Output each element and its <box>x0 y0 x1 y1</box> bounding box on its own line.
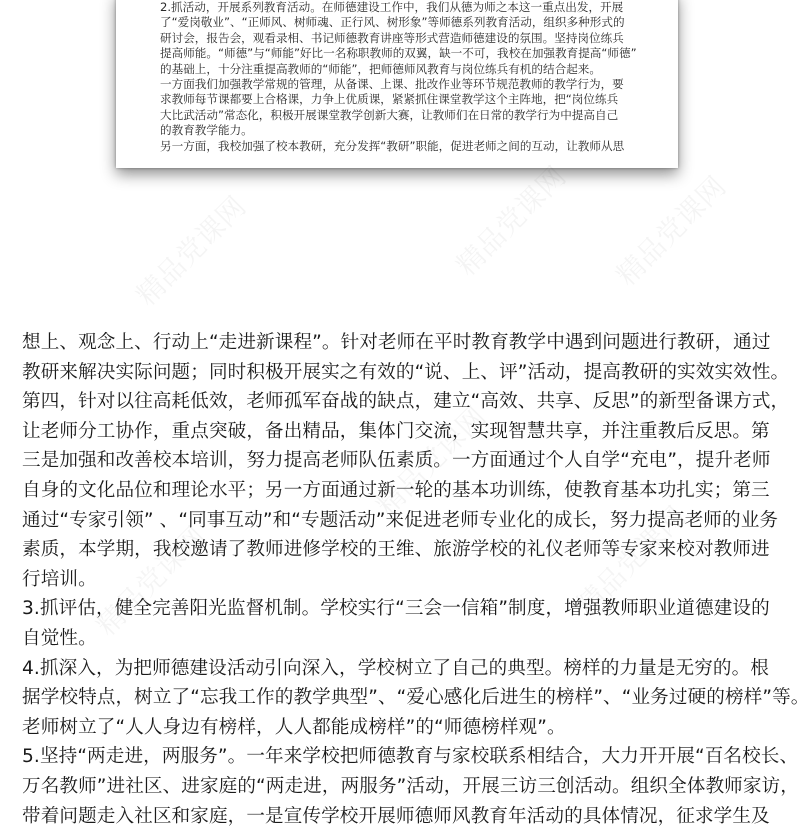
body-line: 老师树立了“人人身边有榜样，人人都能成榜样”的“师德榜样观”。 <box>22 713 782 743</box>
body-line: 行培训。 <box>22 565 782 595</box>
preview-line: 大比武活动”常态化，积极开展课堂教学创新大赛，让教师们在日常的教学行为中提高自己 <box>160 108 656 123</box>
preview-line: 的基础上，十分注重提高教师的“师能”，把师德师风教育与岗位练兵有机的结合起来。 <box>160 62 656 77</box>
preview-line: 研讨会，报告会，观看录相、书记师德教育讲座等形式营造师德建设的氛围。坚持岗位练兵 <box>160 31 656 46</box>
preview-line: 一方面我们加强教学常规的管理，从备课、上课、批改作业等环节规范教师的教学行为，要 <box>160 77 656 92</box>
body-line: 三是加强和改善校本培训，努力提高老师队伍素质。一方面通过个人自学“充电”，提升老师 <box>22 446 782 476</box>
body-line: 5.坚持“两走进，两服务”。一年来学校把师德教育与家校联系相结合，大力开开展“百名校长、 <box>22 742 782 772</box>
body-line: 自觉性。 <box>22 624 782 654</box>
preview-line: 的教育教学能力。 <box>160 123 656 138</box>
preview-line: 求教师每节课都要上合格课，力争上优质课，紧紧抓住课堂教学这个主阵地，把“岗位练兵 <box>160 92 656 107</box>
body-line: 3.抓评估，健全完善阳光监督机制。学校实行“三会一信箱”制度，增强教师职业道德建设的 <box>22 594 782 624</box>
preview-line: 提高师能。“师德”与“师能”好比一名称职教师的双翼，缺一不可，我校在加强教育提高“师德” <box>160 46 656 61</box>
body-line: 带着问题走入社区和家庭，一是宣传学校开展师德师风教育年活动的具体情况，征求学生及 <box>22 802 782 831</box>
preview-line: 了“爱岗敬业”、“正师风、树师魂、正行风、树形象”等师德系列教育活动，组织多种形式的 <box>160 15 656 30</box>
body-line: 4.抓深入，为把师德建设活动引向深入，学校树立了自己的典型。榜样的力量是无穷的。根 <box>22 654 782 684</box>
body-line: 素质，本学期，我校邀请了教师进修学校的王维、旅游学校的礼仪老师等专家来校对教师进 <box>22 535 782 565</box>
preview-text-block <box>160 0 656 154</box>
watermark-text <box>606 166 733 293</box>
document-preview-card <box>116 0 678 168</box>
body-line: 通过“专家引领” 、“同事互动”和“专题活动”来促进老师专业化的成长，努力提高老师的业务 <box>22 506 782 536</box>
body-line: 教研来解决实际问题；同时积极开展实之有效的“说、上、评”活动，提高教研的实效实效性。 <box>22 358 782 388</box>
body-line: 第四，针对以往高耗低效，老师孤军奋战的缺点，建立“高效、共享、反思”的新型备课方式， <box>22 387 782 417</box>
watermark-text <box>126 186 253 313</box>
body-line: 万名教师”进社区、进家庭的“两走进，两服务”活动，开展三访三创活动。组织全体教师家访， <box>22 772 782 802</box>
body-text-block <box>22 328 782 831</box>
body-line: 让老师分工协作，重点突破，备出精品，集体门交流，实现智慧共享，并注重教后反思。第 <box>22 417 782 447</box>
body-line: 自身的文化品位和理论水平；另一方面通过新一轮的基本功训练，使教育基本功扎实；第三 <box>22 476 782 506</box>
preview-line: 2.抓活动，开展系列教育活动。在师德建设工作中，我们从德为师之本这一重点出发，开展 <box>160 0 656 15</box>
watermark-text <box>446 156 573 283</box>
body-line: 想上、观念上、行动上“走进新课程”。针对老师在平时教育教学中遇到问题进行教研，通过 <box>22 328 782 358</box>
body-line: 据学校特点，树立了“忘我工作的教学典型”、“爱心感化后进生的榜样”、“业务过硬的榜样”等。 <box>22 683 782 713</box>
preview-line: 另一方面，我校加强了校本教研，充分发挥“教研”职能，促进老师之间的互动，让教师从思 <box>160 139 656 154</box>
